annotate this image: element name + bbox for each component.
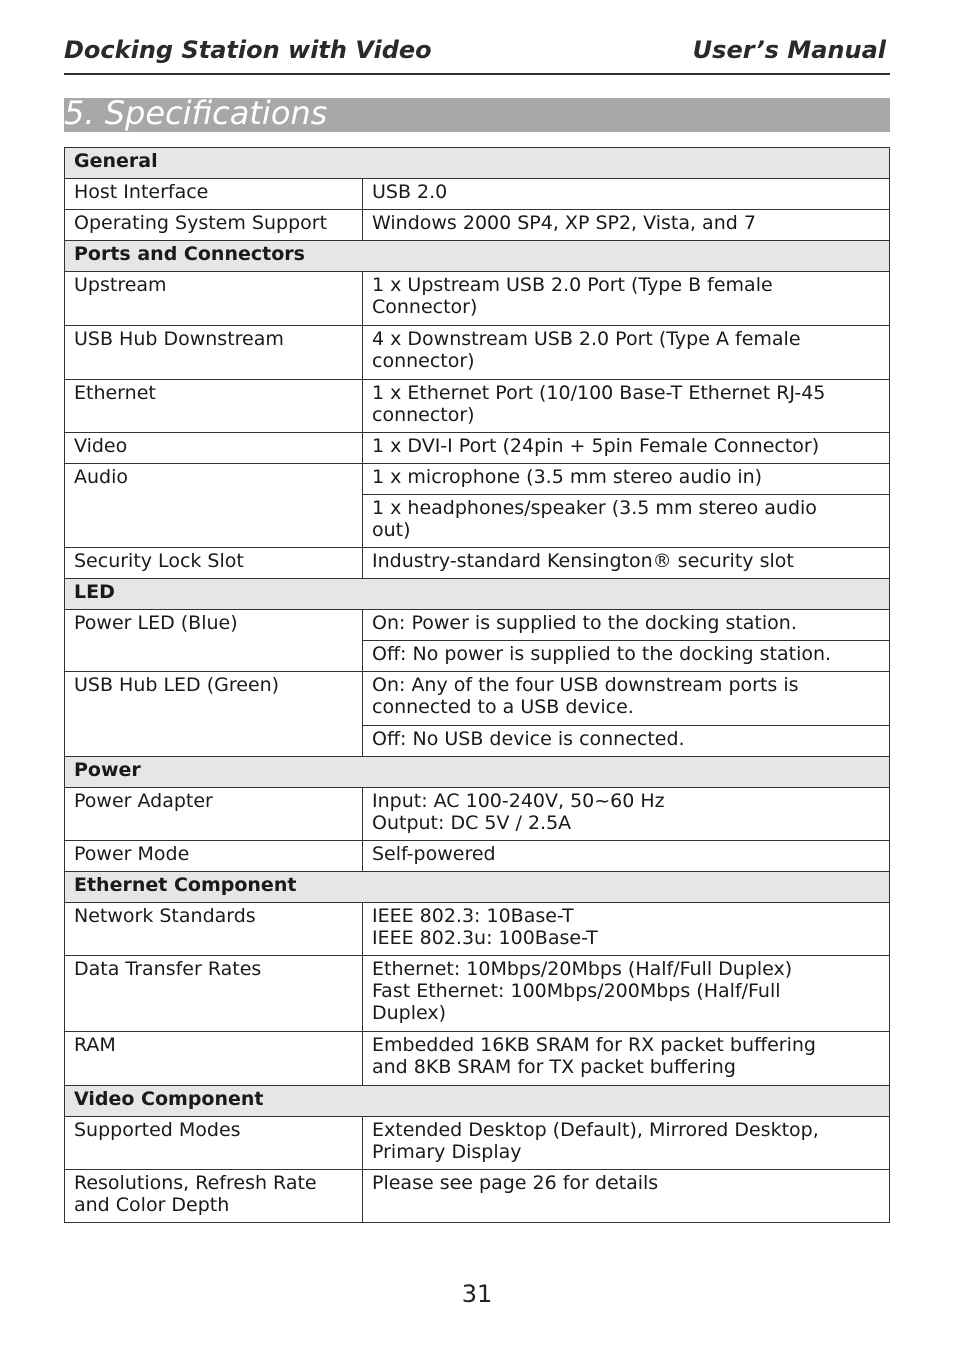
spec-value: Input: AC 100-240V, 50~60 Hz Output: DC 5V / 2.5A [363,788,890,841]
spec-value: Off: No power is supplied to the docking station. [363,641,890,672]
spec-label: Supported Modes [65,1117,363,1170]
spec-label: Operating System Support [65,210,363,241]
page-number: 31 [461,1280,493,1308]
spec-value: 1 x Upstream USB 2.0 Port (Type B female Connector) [363,272,890,326]
section-heading-bar [64,94,890,132]
spec-value: 1 x DVI-I Port (24pin + 5pin Female Connector) [363,433,890,464]
table-row-audio [65,464,890,495]
table-row-power-led [65,610,890,641]
spec-label: Upstream [65,272,363,326]
spec-label: Video [65,433,363,464]
spec-value: 1 x microphone (3.5 mm stereo audio in) [363,464,890,495]
section-title: 5. Specifications [64,94,328,132]
spec-value: Embedded 16KB SRAM for RX packet buffering and 8KB SRAM for TX packet buffering [363,1032,890,1086]
spec-value: Windows 2000 SP4, XP SP2, Vista, and 7 [363,210,890,241]
category-row-general [65,148,890,179]
spec-value: Please see page 26 for details [363,1170,890,1223]
category-row-power [65,757,890,788]
spec-label: USB Hub LED (Green) [65,672,363,757]
spec-value: 4 x Downstream USB 2.0 Port (Type A female connector) [363,326,890,380]
spec-value: IEEE 802.3: 10Base-T IEEE 802.3u: 100Base-T [363,903,890,956]
table-row-power-adapter [65,788,890,841]
table-row-ram [65,1032,890,1086]
spec-value: Self-powered [363,841,890,872]
table-row-data-transfer [65,956,890,1032]
table-row-security-lock [65,548,890,579]
table-row-resolutions [65,1170,890,1223]
spec-value: On: Power is supplied to the docking station. [363,610,890,641]
table-row-os-support [65,210,890,241]
spec-value: Off: No USB device is connected. [363,726,890,757]
spec-label: Power Mode [65,841,363,872]
table-row-upstream [65,272,890,326]
category-title: Video Component [65,1086,890,1117]
spec-value: On: Any of the four USB downstream ports is connected to a USB device. [363,672,890,726]
page-header [64,34,890,75]
table-row-usb-hub-led [65,672,890,726]
header-document-title: Docking Station with Video [64,36,432,64]
spec-value: Extended Desktop (Default), Mirrored Desktop, Primary Display [363,1117,890,1170]
spec-label: Audio [65,464,363,548]
spec-label: Security Lock Slot [65,548,363,579]
category-title: General [65,148,890,179]
table-row-ethernet [65,380,890,433]
table-row-power-mode [65,841,890,872]
header-manual-label: User’s Manual [692,36,886,64]
table-row-usb-hub-downstream [65,326,890,380]
table-row-supported-modes [65,1117,890,1170]
spec-label: USB Hub Downstream [65,326,363,380]
spec-label: Host Interface [65,179,363,210]
spec-label: Power LED (Blue) [65,610,363,672]
spec-label: Power Adapter [65,788,363,841]
table-row-video [65,433,890,464]
spec-value: 1 x headphones/speaker (3.5 mm stereo audio out) [363,495,890,548]
category-title: Power [65,757,890,788]
spec-label: Resolutions, Refresh Rate and Color Depth [65,1170,363,1223]
category-title: Ethernet Component [65,872,890,903]
spec-label: Network Standards [65,903,363,956]
spec-label: RAM [65,1032,363,1086]
spec-value: USB 2.0 [363,179,890,210]
spec-label: Ethernet [65,380,363,433]
table-row-host-interface [65,179,890,210]
spec-value: Ethernet: 10Mbps/20Mbps (Half/Full Duplex) Fast Ethernet: 100Mbps/200Mbps (Half/Full Duplex) [363,956,890,1032]
category-row-video-component [65,1086,890,1117]
category-title: Ports and Connectors [65,241,890,272]
specifications-table [64,147,890,1223]
category-row-ethernet-component [65,872,890,903]
spec-value: Industry-standard Kensington® security slot [363,548,890,579]
category-row-ports [65,241,890,272]
spec-label: Data Transfer Rates [65,956,363,1032]
spec-value: 1 x Ethernet Port (10/100 Base-T Ethernet RJ-45 connector) [363,380,890,433]
category-row-led [65,579,890,610]
category-title: LED [65,579,890,610]
table-row-network-standards [65,903,890,956]
